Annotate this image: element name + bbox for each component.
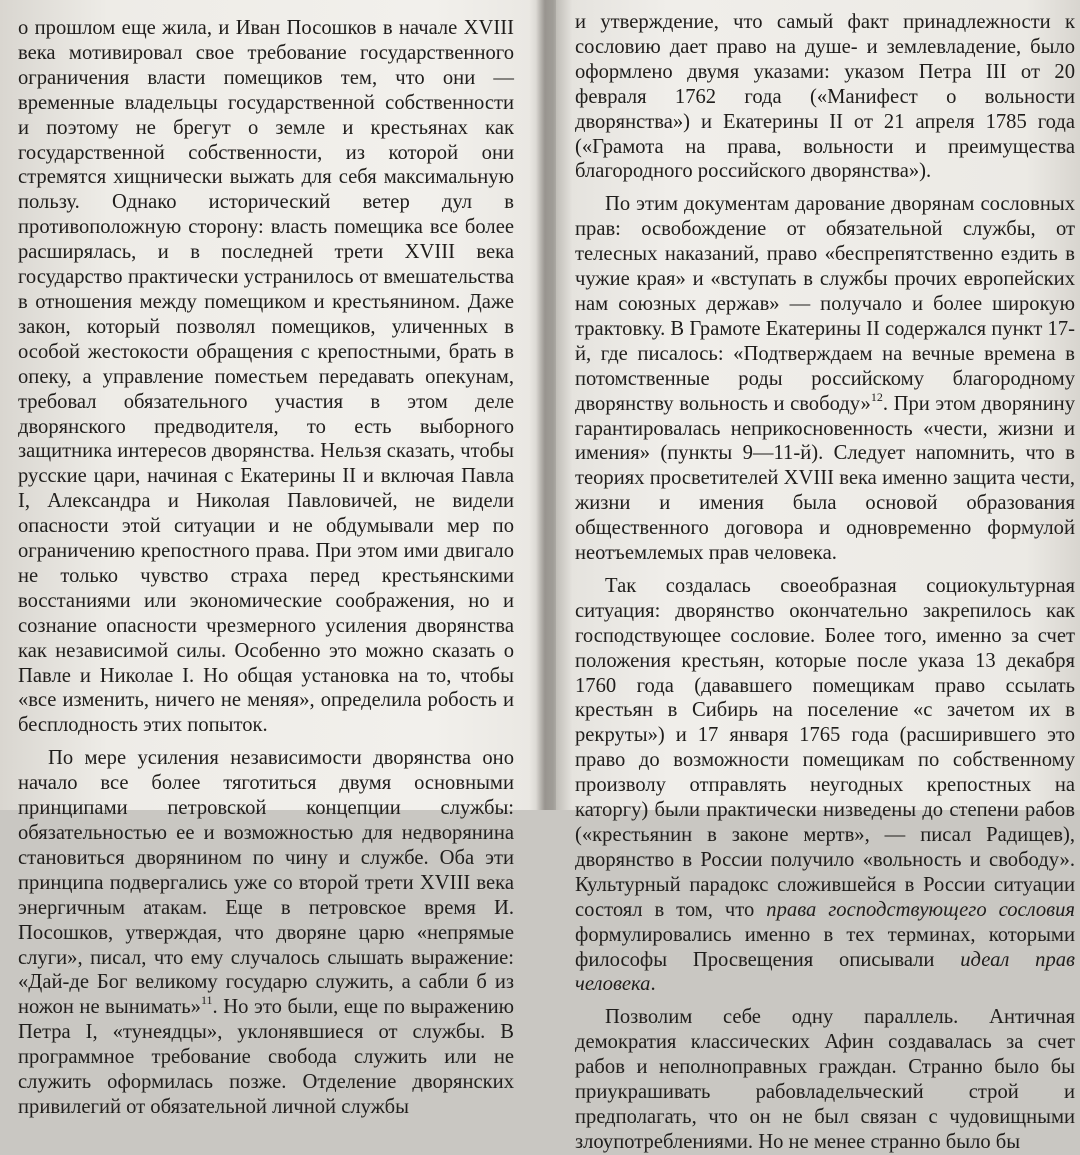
- text-run: . Но это были, еще по выражению Петра I, «тунеядцы», уклонявшиеся от службы. В программное требование свобода служить или не служить оформилась позже. Отделение дворянских привилегий от обязательной личной службы: [18, 996, 514, 1118]
- paragraph-left-p2: [18, 746, 514, 1120]
- text-run: и утверждение, что самый факт принадлежности к сословию дает право на душе- и землевладение, было оформлено двумя указами: указом Петра III от 20 февраля 1762 года («Манифест о вольности дворянства») и Екатерины II от 21 апреля 1785 года («Грамота на права, вольности и преимущества благородного российского дворянства»).: [575, 11, 1075, 183]
- left-page: [18, 16, 514, 1120]
- footnote-ref: 12: [870, 389, 883, 404]
- text-run: формулировались именно в тех терминах, которыми философы Просвещения описывали: [575, 923, 1075, 971]
- paragraph-right-p1: [575, 10, 1075, 184]
- text-run: По мере усиления независимости дворянства оно начало все более тяготиться двумя основными принципами петровской концепции службы: обязательностью ее и возможностью для недворянина становиться дворянином по чину и службе. Оба эти принципа подвергались уже со второй трети XVIII века энергичным атакам. Еще в петровское время И. Посошков, утверждая, что дворяне царю «непрямые слуги», писал, что ему случалось слышать выражение: «Дай-де Бог великому государю служить, а сабли б из ножон не вынимать»: [18, 747, 514, 1019]
- paragraph-left-p1: [18, 16, 514, 738]
- paragraph-right-p4: [575, 1005, 1075, 1154]
- book-gutter: [536, 0, 556, 810]
- paragraph-right-p3: [575, 574, 1075, 997]
- right-page: [575, 10, 1075, 1155]
- text-run: . При этом дворянину гарантировалась неприкосновенность «чести, жизни и имения» (пункты 9—11-й). Следует напомнить, что в теориях просветителей XVIII века именно защита чести, жизни и имения была основой образования общественного договора и одновременно формулой неотъемлемых прав человека.: [575, 392, 1075, 565]
- emphasis-text: идеал прав человека: [575, 948, 1075, 996]
- text-run: Позволим себе одну параллель. Античная демократия классических Афин создавалась за счет рабов и неполноправных граждан. Странно было бы приукрашивать рабовладельческий строй и предполагать, что он не был связан с чудовищными злоупотреблениями. Но не менее странно было бы: [575, 1006, 1075, 1153]
- text-run: По этим документам дарование дворянам сословных прав: освобождение от обязательной службы, от телесных наказаний, право «беспрепятственно ездить в чужие края» и «вступать в службы прочих европейских нам союзных держав» — получало и более широкую трактовку. В Грамоте Екатерины II содержался пункт 17-й, где писалось: «Подтверждаем на вечные времена в потомственные роды российскому благородному дворянству вольность и свободу»: [575, 193, 1075, 415]
- text-run: .: [650, 973, 656, 996]
- text-run: о прошлом еще жила, и Иван Посошков в начале XVIII века мотивировал свое требование государственного ограничения власти помещиков тем, что они — временные владельцы государственной собственности и поэтому не брегут о земле и крестьянах как государственной собственности, из которой они стремятся хищнически выжать для себя максимальную пользу. Однако исторический ветер дул в противоположную сторону: власть помещика все более расширялась, и в последней трети XVIII века государство практически устранилось от вмешательства в отношения между помещиком и крестьянином. Даже закон, который позволял помещиков, уличенных в особой жестокости обращения с крепостными, брать в опеку, а управление поместьем передавать опекунам, требовал обязательного участия в этом деле дворянского предводителя, то есть выборного защитника интересов дворянства. Нельзя сказать, чтобы русские цари, начиная с Екатерины II и включая Павла I, Александра и Николая Павловичей, не видели опасности этой ситуации и не обдумывали мер по ограничению крепостного права. При этом ими двигало не только чувство страха перед крестьянскими восстаниями или экономические соображения, но и сознание опасности чрезмерного усиления дворянства как независимой силы. Особенно это можно сказать о Павле и Николае I. Но общая установка на то, чтобы «все изменить, ничего не меняя», определила робость и бесплодность этих попыток.: [18, 17, 514, 737]
- emphasis-text: права господствующего сословия: [766, 898, 1075, 921]
- footnote-ref: 11: [200, 993, 213, 1008]
- text-run: Так создалась своеобразная социокультурная ситуация: дворянство окончательно закрепилось как господствующее сословие. Более того, именно за счет положения крестьян, которые после указа 13 декабря 1760 года (дававшего помещикам право ссылать крестьян в Сибирь на поселение «с зачетом их в рекруты») и 17 января 1765 года (расширившего это право до возможности помещикам по собственному произволу отправлять неугодных крепостных на каторгу) были практически низведены до степени рабов («крестьянин в законе мертв», — писал Радищев), дворянство в России получило «вольность и свободу». Культурный парадокс сложившейся в России ситуации состоял в том, что: [575, 574, 1075, 921]
- paragraph-right-p2: [575, 192, 1075, 566]
